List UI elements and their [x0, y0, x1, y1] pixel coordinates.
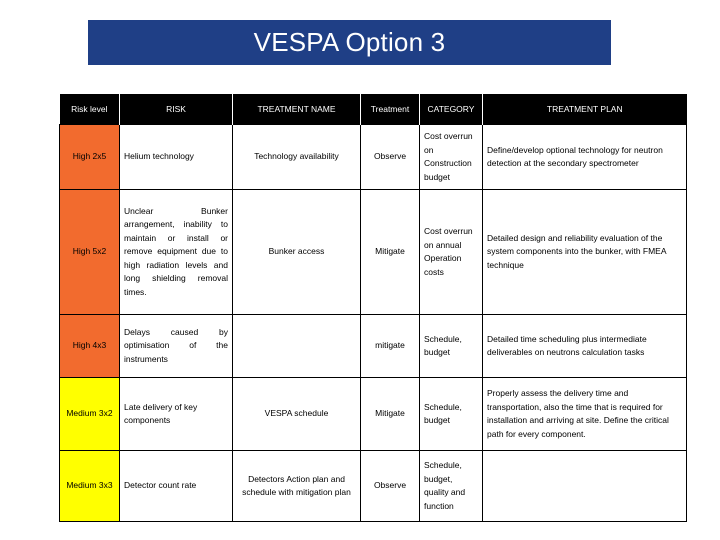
treatment-name-cell: Technology availability	[233, 125, 361, 190]
slide-title: VESPA Option 3	[88, 20, 611, 65]
table-row	[60, 451, 687, 522]
table-row	[60, 190, 687, 315]
table-header-row	[60, 94, 687, 125]
header-treatment-name: TREATMENT NAME	[233, 94, 361, 125]
table-row	[60, 125, 687, 190]
treatment-name-cell: VESPA schedule	[233, 378, 361, 451]
treatment-cell: mitigate	[361, 315, 420, 378]
category-cell: Schedule, budget	[420, 378, 483, 451]
risk-level-cell: High 4x3	[60, 315, 120, 378]
risk-cell: Unclear Bunker arrangement, inability to maintain or install or remove equipment due to high radiation levels and long shielding removal times.	[120, 190, 233, 315]
treatment-cell: Mitigate	[361, 190, 420, 315]
risk-table	[59, 94, 687, 522]
treatment-name-cell: Detectors Action plan and schedule with mitigation plan	[233, 451, 361, 522]
header-treatment-plan: TREATMENT PLAN	[483, 94, 687, 125]
category-cell: Cost overrun on Construction budget	[420, 125, 483, 190]
header-treatment: Treatment	[361, 94, 420, 125]
risk-cell: Late delivery of key components	[120, 378, 233, 451]
risk-level-cell: High 2x5	[60, 125, 120, 190]
treatment-plan-cell: Define/develop optional technology for neutron detection at the secondary spectrometer	[483, 125, 687, 190]
risk-level-cell: Medium 3x3	[60, 451, 120, 522]
header-risk: RISK	[120, 94, 233, 125]
treatment-name-cell	[233, 315, 361, 378]
table-row	[60, 378, 687, 451]
risk-level-cell: Medium 3x2	[60, 378, 120, 451]
risk-level-cell: High 5x2	[60, 190, 120, 315]
category-cell: Cost overrun on annual Operation costs	[420, 190, 483, 315]
treatment-plan-cell: Detailed design and reliability evaluation of the system components into the bunker, with FMEA technique	[483, 190, 687, 315]
risk-cell: Detector count rate	[120, 451, 233, 522]
header-risk-level: Risk level	[60, 94, 120, 125]
table-row	[60, 315, 687, 378]
treatment-cell: Observe	[361, 125, 420, 190]
treatment-plan-cell: Detailed time scheduling plus intermediate deliverables on neutrons calculation tasks	[483, 315, 687, 378]
treatment-cell: Mitigate	[361, 378, 420, 451]
header-category: CATEGORY	[420, 94, 483, 125]
treatment-name-cell: Bunker access	[233, 190, 361, 315]
treatment-plan-cell	[483, 451, 687, 522]
treatment-plan-cell: Properly assess the delivery time and transportation, also the time that is required for installation and arriving at site. Define the critical path for every component.	[483, 378, 687, 451]
category-cell: Schedule, budget	[420, 315, 483, 378]
treatment-cell: Observe	[361, 451, 420, 522]
risk-cell: Helium technology	[120, 125, 233, 190]
risk-cell: Delays caused by optimisation of the instruments	[120, 315, 233, 378]
category-cell: Schedule, budget, quality and function	[420, 451, 483, 522]
